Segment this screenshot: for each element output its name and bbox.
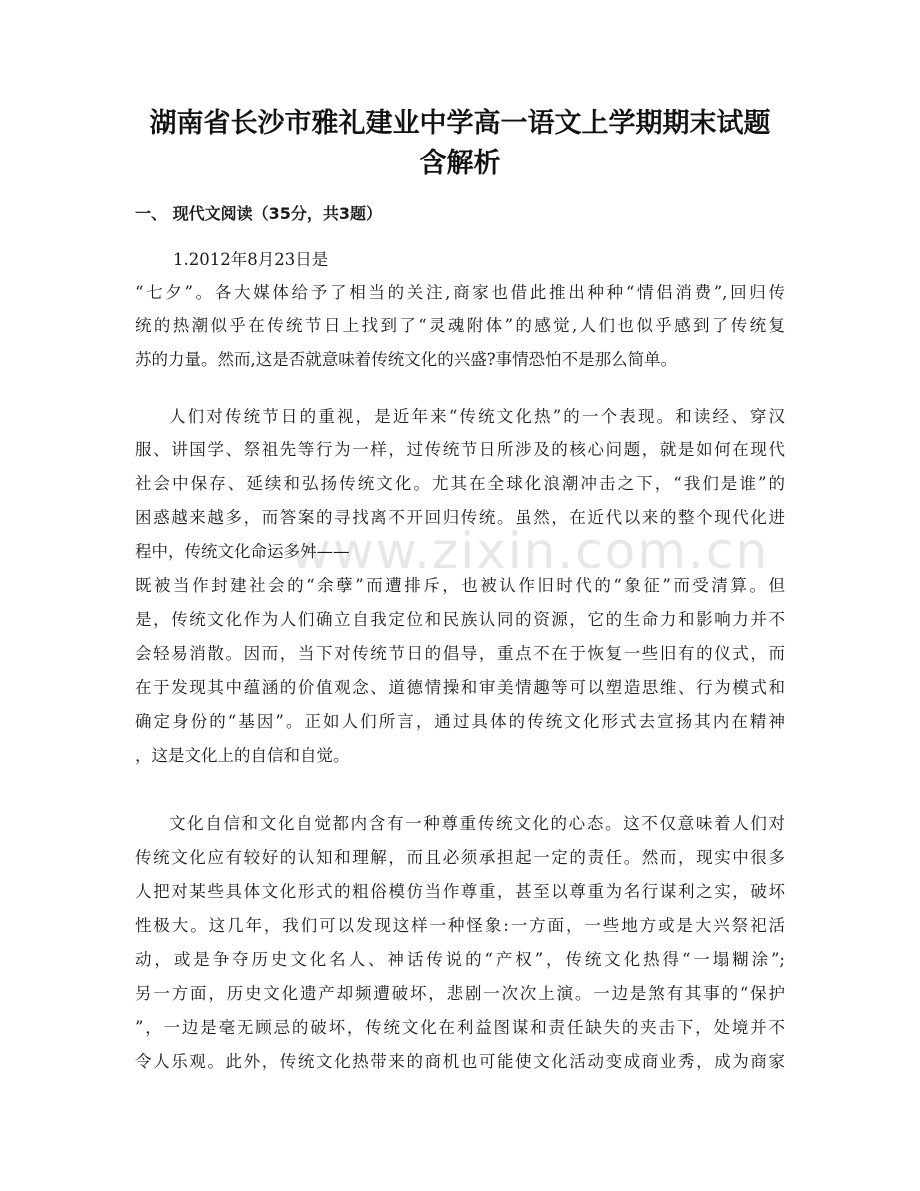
watermark: www.zixin.com.cn [290,522,770,580]
question-number: 1.2012年8月23日是 [173,250,329,269]
text-line: 程中，传统文化命运多舛—— [135,542,350,561]
text-line: 另一方面，历史文化遗产却频遭破坏，悲剧一次次上演。一边是煞有其事的“保护 [135,984,785,1003]
text-line: 会轻易消散。因而，当下对传统节日的倡导，重点不在于恢复一些旧有的仪式，而 [135,644,785,663]
text-line: 确定身份的“基因”。正如人们所言，通过具体的传统文化形式去宣扬其内在精神 [135,712,785,731]
text-line: 令人乐观。此外，传统文化热带来的商机也可能使文化活动变成商业秀，成为商家 [135,1052,785,1071]
text-line: 既被当作封建社会的“余孽”而遭排斥，也被认作旧时代的“象征”而受清算。但 [135,576,785,595]
section-heading: 一、 现代文阅读（35分，共3题） [135,204,382,223]
text-line: 传统文化应有较好的认知和理解，而且必须承担起一定的责任。然而，现实中很多 [135,848,785,867]
text-line: 人们对传统节日的重视，是近年来“传统文化热”的一个表现。和读经、穿汉 [169,407,785,426]
text-line: 苏的力量。然而,这是否就意味着传统文化的兴盛?事情恐怕不是那么简单。 [135,350,678,369]
text-line: 统的热潮似乎在传统节日上找到了“灵魂附体”的感觉,人们也似乎感到了传统复 [135,316,785,335]
text-line: 困惑越来越多，而答案的寻找离不开回归传统。虽然，在近代以来的整个现代化进 [135,508,785,527]
text-line: ，这是文化上的自信和自觉。 [135,746,350,765]
text-line: 性极大。这几年，我们可以发现这样一种怪象:一方面，一些地方或是大兴祭祀活 [135,916,785,935]
text-line: ”，一边是毫无顾忌的破坏，传统文化在利益图谋和责任缺失的夹击下，处境并不 [135,1018,785,1037]
text-line: 在于发现其中蕴涵的价值观念、道德情操和审美情趣等可以塑造思维、行为模式和 [135,678,785,697]
text-line: 文化自信和文化自觉都内含有一种尊重传统文化的心态。这不仅意味着人们对 [169,814,785,833]
title-line-2: 含解析 [419,148,501,179]
text-line: 人把对某些具体文化形式的粗俗模仿当作尊重，甚至以尊重为名行谋利之实，破坏 [135,882,785,901]
document-title [100,104,820,184]
text-line: 服、讲国学、祭祖先等行为一样，过传统节日所涉及的核心问题，就是如何在现代 [135,440,785,459]
title-line-1: 湖南省长沙市雅礼建业中学高一语文上学期期末试题 [149,108,771,139]
text-line: “七夕”。各大媒体给予了相当的关注,商家也借此推出种种“情侣消费”,回归传 [135,283,785,302]
text-line: 动，或是争夺历史文化名人、神话传说的“产权”，传统文化热得“一塌糊涂”; [135,950,785,969]
text-line: 社会中保存、延续和弘扬传统文化。尤其在全球化浪潮冲击之下，“我们是谁”的 [135,474,785,493]
text-line: 是，传统文化作为人们确立自我定位和民族认同的资源，它的生命力和影响力并不 [135,610,785,629]
